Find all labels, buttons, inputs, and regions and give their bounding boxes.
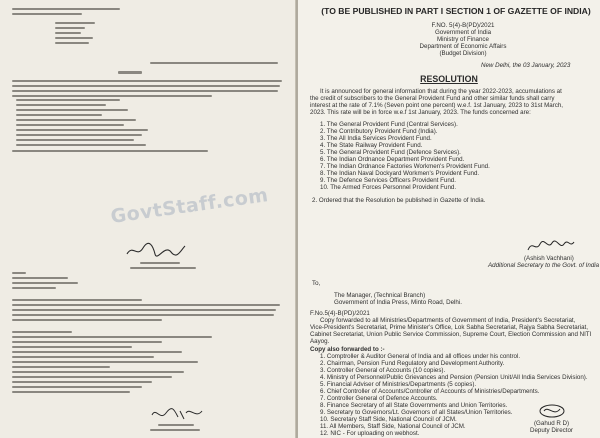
fund-list-item: 1. The General Provident Fund (Central Services). [320, 121, 458, 128]
copy-also-label: Copy also forwarded to :- [310, 346, 385, 353]
department-line: Department of Economic Affairs [419, 43, 507, 50]
signatory-title: Additional Secretary to the Govt. of India [488, 262, 600, 269]
hindi-signature-1 [125, 240, 187, 260]
deputy-signature [532, 402, 572, 420]
hindi-addressee-block [12, 272, 92, 292]
copy-list-item: 9. Secretary to Governors/Lt. Governors of all States/Union Territories. [320, 409, 513, 416]
copy-list-item: 6. Chief Controller of Accounts/Controller of Accounts of Ministries/Departments. [320, 388, 540, 395]
addressee-line: The Manager, (Technical Branch) [334, 292, 426, 299]
signature [526, 238, 576, 254]
deputy-name: (Gahud R D) [534, 420, 570, 427]
hindi-order-line [12, 150, 212, 155]
file-number-2: F.No.5(4)-B(PD)/2021 [310, 310, 370, 317]
hindi-intro-paragraph [12, 80, 284, 100]
to-label: To, [312, 280, 321, 287]
hindi-resolution-title [118, 71, 158, 77]
government-line: Government of India [434, 29, 492, 36]
order-line: 2. Ordered that the Resolution be published in Gazette of India. [312, 197, 486, 204]
hindi-date-line [150, 62, 280, 67]
copy-list-item: 8. Finance Secretary of all State Governments and Union Territories. [320, 402, 508, 409]
hindi-page [0, 0, 296, 438]
copy-list-item: 5. Financial Adviser of Ministries/Departments (5 copies). [320, 381, 477, 388]
fund-list-item: 2. The Contributory Provident Fund (India). [320, 128, 438, 135]
hindi-fund-list [16, 99, 176, 149]
watermark: GovtStaff.com [109, 184, 270, 228]
forward-line: Vice-President's Secretariat, Prime Minister's Office, Lok Sabha Secretariat, Rajya Sabha Secretariat, [310, 324, 588, 331]
fund-list-item: 6. The Indian Ordnance Department Provident Fund. [320, 156, 465, 163]
copy-list-item: 2. Chairman, Pension Fund Regulatory and Development Authority. [320, 360, 505, 367]
copy-list-item: 11. All Members, Staff Side, National Council of JCM. [320, 423, 466, 430]
addressee-line: Government of India Press, Minto Road, Delhi. [334, 299, 462, 306]
fund-list-item: 5. The General Provident Fund (Defence Services). [320, 149, 461, 156]
forward-line: Cabinet Secretariat, Union Public Service Commission, Supreme Court, Election Commission and NITI [310, 331, 592, 338]
place-date: New Delhi, the 03 January, 2023 [481, 62, 571, 69]
gazette-heading: (TO BE PUBLISHED IN PART I SECTION 1 OF GAZETTE OF INDIA) [321, 6, 591, 16]
copy-list-item: 7. Controller General of Defence Accounts. [320, 395, 438, 402]
forward-line: Aayog. [310, 338, 330, 345]
intro-line-2: the credit of subscribers to the General Provident Fund and other similar funds shall carry [310, 95, 555, 102]
intro-line-4: 2023. This rate will be in force w.e.f 1st January, 2023. The funds concerned are: [310, 109, 531, 116]
fund-list-item: 7. The Indian Ordnance Factories Workmen's Provident Fund. [320, 163, 490, 170]
copy-list-item: 3. Controller General of Accounts (10 copies). [320, 367, 446, 374]
fund-list-item: 8. The Indian Naval Dockyard Workmen's Provident Fund. [320, 170, 480, 177]
deputy-title: Deputy Director [530, 427, 573, 434]
forward-line: Copy forwarded to all Ministries/Departments of Government of India, President's Secretariat, [320, 317, 576, 324]
hindi-signature-2 [150, 405, 204, 423]
hindi-forward-paragraph [12, 299, 284, 324]
copy-list-item: 4. Ministry of Personnel/Public Grievances and Pension (Pension Unit/All India Services Division). [320, 374, 588, 381]
hindi-deputy-block [150, 424, 210, 434]
ministry-line: Ministry of Finance [437, 36, 489, 43]
file-number: F.NO. 5(4)-B(PD)/2021 [431, 22, 495, 29]
fund-list-item: 9. The Defence Services Officers Provident Fund. [320, 177, 456, 184]
hindi-ministry-block [55, 22, 115, 47]
intro-line-1: It is announced for general information that during the year 2022-2023, accumulations at [320, 88, 562, 95]
fund-list-item: 3. The All India Services Provident Fund. [320, 135, 432, 142]
hindi-gazette-heading [12, 8, 122, 18]
resolution-title: RESOLUTION [420, 74, 478, 84]
signatory-name: (Ashish Vachhani) [524, 255, 574, 262]
hindi-signatory-block [130, 262, 200, 272]
division-line: (Budget Division) [439, 50, 487, 57]
copy-list-item: 12. NIC - For uploading on webhost. [320, 430, 420, 437]
english-page [298, 0, 600, 438]
intro-line-3: interest at the rate of 7.1% (Seven point one percent) w.e.f. 1st January, 2023 to 31st March, [310, 102, 564, 109]
hindi-copy-list [12, 331, 212, 396]
copy-list-item: 10. Secretary Staff Side, National Council of JCM. [320, 416, 457, 423]
fund-list-item: 4. The State Railway Provident Fund. [320, 142, 423, 149]
fund-list-item: 10. The Armed Forces Personnel Provident Fund. [320, 184, 457, 191]
copy-list-item: 1. Comptroller & Auditor General of India and all offices under his control. [320, 353, 521, 360]
